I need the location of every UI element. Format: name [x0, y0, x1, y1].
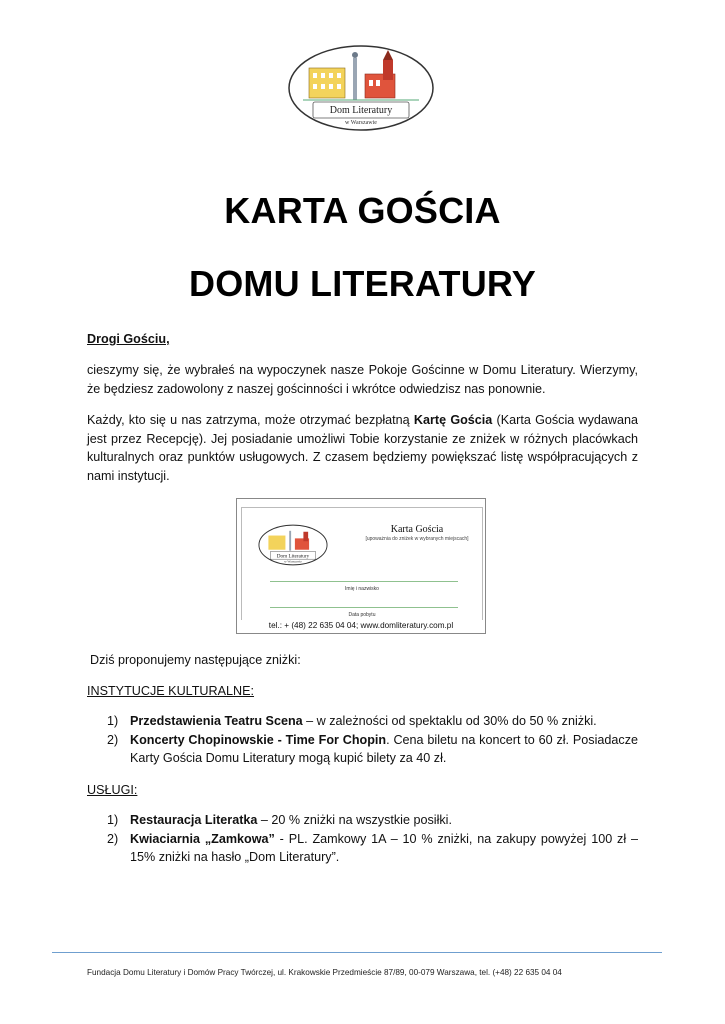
- card-name-bold: Kartę Gościa: [413, 413, 493, 427]
- section-cultural-heading: INSTYTUCJE KULTURALNE:: [87, 684, 255, 698]
- services-list: [107, 811, 638, 867]
- card-footer: tel.: + (48) 22 635 04 04; www.domliteratury.com.pl: [268, 621, 454, 630]
- card-inner-frame: [241, 507, 483, 620]
- section-services-heading: USŁUGI:: [87, 783, 138, 797]
- discounts-intro: Dziś proponujemy następujące zniżki:: [90, 653, 301, 667]
- list-item: 1) Przedstawienia Teatru Scena – w zależności od spektaklu od 30% do 50 % zniżki.: [107, 714, 597, 728]
- card-subtitle: [upoważnia do zniżek w wybranych miejscach]: [365, 536, 469, 542]
- svg-text:w Warszawie: w Warszawie: [345, 120, 377, 126]
- date-label: Data pobytu: [348, 612, 376, 618]
- page-footer: Fundacja Domu Literatury i Domów Pracy Twórczej, ul. Krakowskie Przedmieście 87/89, 00-079 Warszawa, tel. (+48) 22 635 04 04: [87, 968, 562, 977]
- card-info-paragraph: Każdy, kto się u nas zatrzyma, może otrzymać bezpłatną Kartę Gościa (Karta Gościa wydawana jest przez Recepcję). Jej posiadanie umożliwi Tobie korzystanie ze zniżek w różnych placówkach kulturalnych oraz punktów usługowych. Z czasem będziemy powiększać listę współpracujących z nami instytucji.: [87, 413, 639, 483]
- dom-literatury-logo: [287, 44, 435, 132]
- date-line: [270, 607, 458, 608]
- list-item: 1) Restauracja Literatka – 20 % zniżki na wszystkie posiłki.: [107, 813, 452, 827]
- list-item: 2) Koncerty Chopinowskie - Time For Chopin. Cena biletu na koncert to 60 zł. Posiadacze Karty Gościa Domu Literatury mogą kupić bilety za 40 zł.: [107, 732, 638, 765]
- svg-text:w Warszawie: w Warszawie: [284, 559, 302, 564]
- page-title-line1: KARTA GOŚCIA: [224, 190, 501, 231]
- cultural-list: [107, 712, 638, 768]
- list-item: 2) Kwiaciarnia „Zamkowa” - PL. Zamkowy 1A – 10 % zniżki, na zakupy powyżej 100 zł – 15% zniżki na hasło „Dom Literatury”.: [107, 831, 638, 864]
- intro-paragraph: cieszymy się, że wybrałeś na wypoczynek nasze Pokoje Gościnne w Domu Literatury. Wierzymy, że będziesz zadowolony z naszej gościnności i wkrótce odwiedzisz nas ponownie.: [87, 363, 638, 396]
- name-label: Imię i nazwisko: [345, 586, 379, 592]
- guest-card-image: [236, 498, 486, 634]
- greeting: Drogi Gościu,: [87, 332, 170, 346]
- page-title-line2: DOMU LITERATURY: [189, 263, 536, 304]
- svg-text:Dom Literatury: Dom Literatury: [329, 105, 393, 116]
- svg-text:Dom Literatury: Dom Literatury: [276, 553, 310, 560]
- footer-divider: [52, 952, 662, 953]
- card-logo: [258, 522, 328, 568]
- name-line: [270, 581, 458, 582]
- card-title: Karta Gościa: [390, 524, 444, 535]
